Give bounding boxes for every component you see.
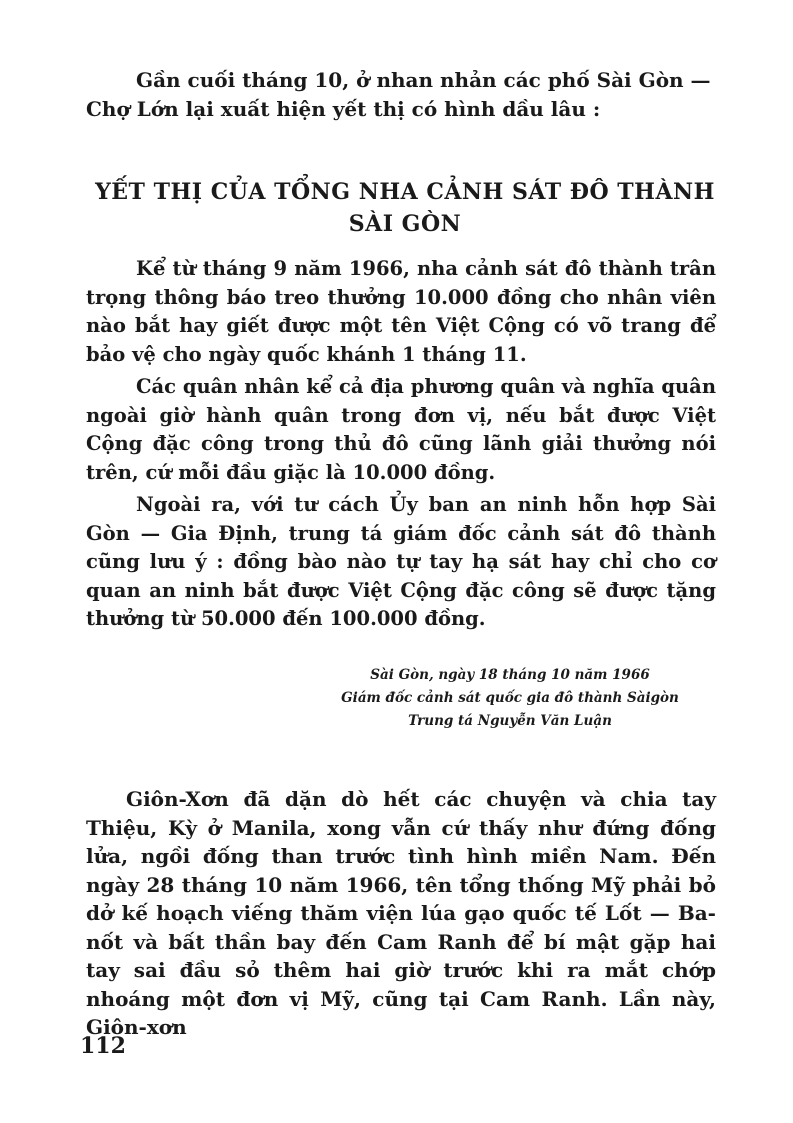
page-number: 112 [80,1033,126,1059]
intro-text [86,66,726,124]
notice-signature [280,664,740,733]
notice-title [80,176,730,240]
signature-date: Sài Gòn, ngày 18 tháng 10 năm 1966 [370,667,650,683]
notice-body [86,255,716,638]
notice-paragraph: Ngoài ra, với tư cách Ủy ban an ninh hỗn hợp Sài Gòn — Gia Định, trung tá giám đốc cảnh sát đô thành cũng lưu ý : đồng bào nào tự tay hạ sát hay chỉ cho cơ quan an ninh bắt được Việt Cộng đặc công sẽ được tặng thưởng từ 50.000 đến 100.000 đồng. [86,493,716,630]
notice-paragraph: Các quân nhân kể cả địa phương quân và nghĩa quân ngoài giờ hành quân trong đơn vị, nếu bắt được Việt Cộng đặc công trong thủ đô cũng lãnh giải thưởng nói trên, cứ mỗi đầu giặc là 10.000 đồng. [86,375,716,484]
notice-title-line-2: SÀI GÒN [348,211,462,237]
intro-line-1: Gần cuối tháng 10, ở nhan nhản các phố Sài Gòn — [136,68,711,92]
signature-role: Giám đốc cảnh sát quốc gia đô thành Sàigòn [341,690,679,706]
notice-paragraph: Kể từ tháng 9 năm 1966, nha cảnh sát đô thành trân trọng thông báo treo thưởng 10.000 đồng cho nhân viên nào bắt hay giết được một tên Việt Cộng có võ trang để bảo vệ cho ngày quốc khánh 1 tháng 11. [86,257,716,366]
signature-name: Trung tá Nguyễn Văn Luận [408,713,612,729]
following-text [86,785,716,1042]
intro-line-2: Chợ Lớn lại xuất hiện yết thị có hình dầu lâu : [86,97,601,121]
following-paragraph: Giôn-Xơn đã dặn dò hết các chuyện và chia tay Thiệu, Kỳ ở Manila, xong vẫn cứ thấy như đứng đống lửa, ngồi đống than trước tình hình miền Nam. Đến ngày 28 tháng 10 năm 1966, tên tổng thống Mỹ phải bỏ dở kế hoạch viếng thăm viện lúa gạo quốc tế Lốt — Ba-nốt và bất thần bay đến Cam Ranh để bí mật gặp hai tay sai đầu sỏ thêm hai giờ trước khi ra mắt chớp nhoáng một đơn vị Mỹ, cũng tại Cam Ranh. Lần này, Giôn-xơn [86,787,716,1039]
notice-title-line-1: YẾT THỊ CỦA TỔNG NHA CẢNH SÁT ĐÔ THÀNH [95,179,715,205]
